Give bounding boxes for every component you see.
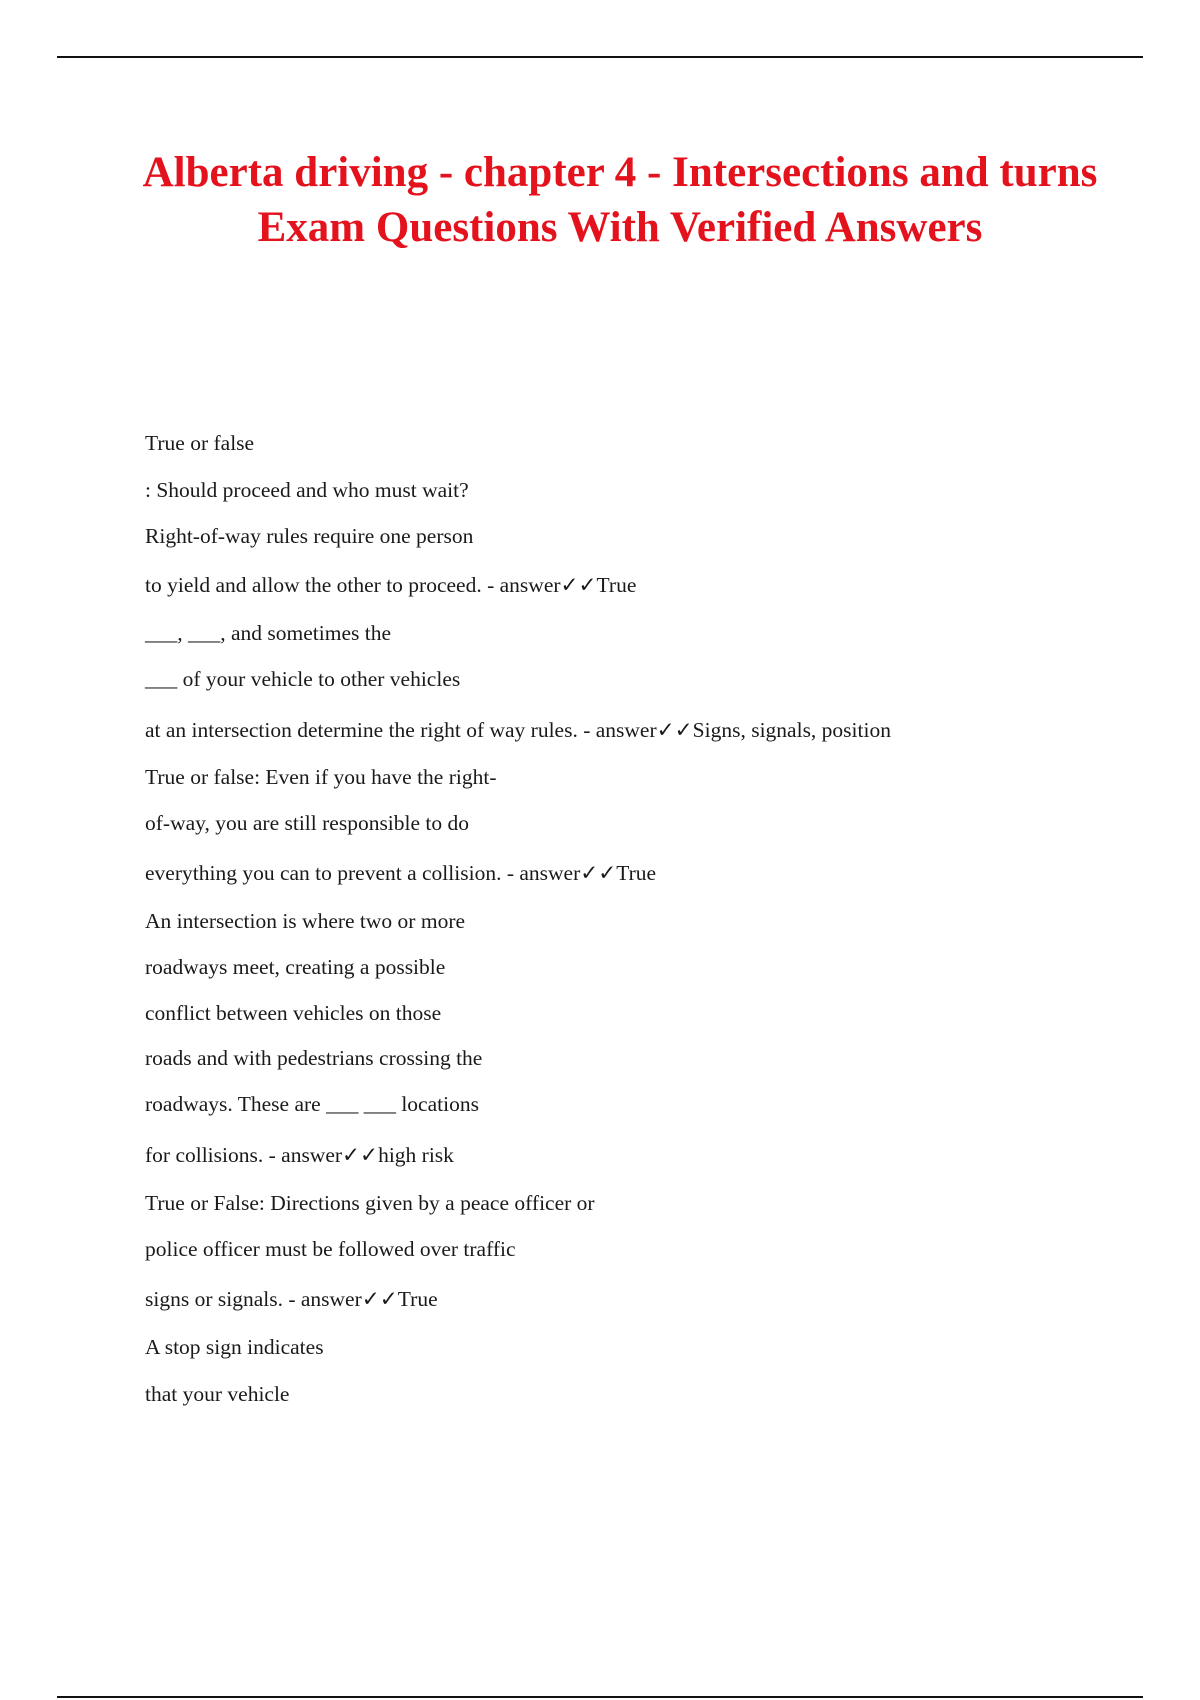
body-line: : Should proceed and who must wait? — [145, 478, 469, 502]
bottom-rule — [57, 1696, 1143, 1698]
body-line: of-way, you are still responsible to do — [145, 811, 470, 835]
body-line: ___, ___, and sometimes the — [145, 621, 392, 645]
top-rule — [57, 56, 1143, 58]
body-line: A stop sign indicates — [145, 1335, 324, 1359]
body-line: roadways meet, creating a possible — [145, 955, 446, 979]
body-line: An intersection is where two or more — [145, 909, 466, 933]
body-line: at an intersection determine the right of way rules. - answer✓✓Signs, signals, position — [145, 718, 891, 742]
body-line: to yield and allow the other to proceed. - answer✓✓True — [145, 573, 637, 597]
body-line: True or False: Directions given by a peace officer or — [145, 1191, 595, 1215]
body-line: roadways. These are ___ ___ locations — [145, 1092, 479, 1116]
body-line: police officer must be followed over traffic — [145, 1237, 516, 1261]
body-line: ___ of your vehicle to other vehicles — [145, 667, 461, 691]
body-line: True or false: Even if you have the right- — [145, 765, 497, 789]
body-line: True or false — [145, 431, 255, 455]
body-line: that your vehicle — [145, 1382, 290, 1406]
body-line: roads and with pedestrians crossing the — [145, 1046, 483, 1070]
body-line: signs or signals. - answer✓✓True — [145, 1287, 438, 1311]
body-line: for collisions. - answer✓✓high risk — [145, 1143, 454, 1167]
body-line: Right-of-way rules require one person — [145, 524, 474, 548]
body-line: conflict between vehicles on those — [145, 1001, 442, 1025]
body-line: everything you can to prevent a collision. - answer✓✓True — [145, 861, 657, 885]
document-title: Alberta driving - chapter 4 - Intersections and turns Exam Questions With Verified Answers — [142, 149, 1098, 251]
